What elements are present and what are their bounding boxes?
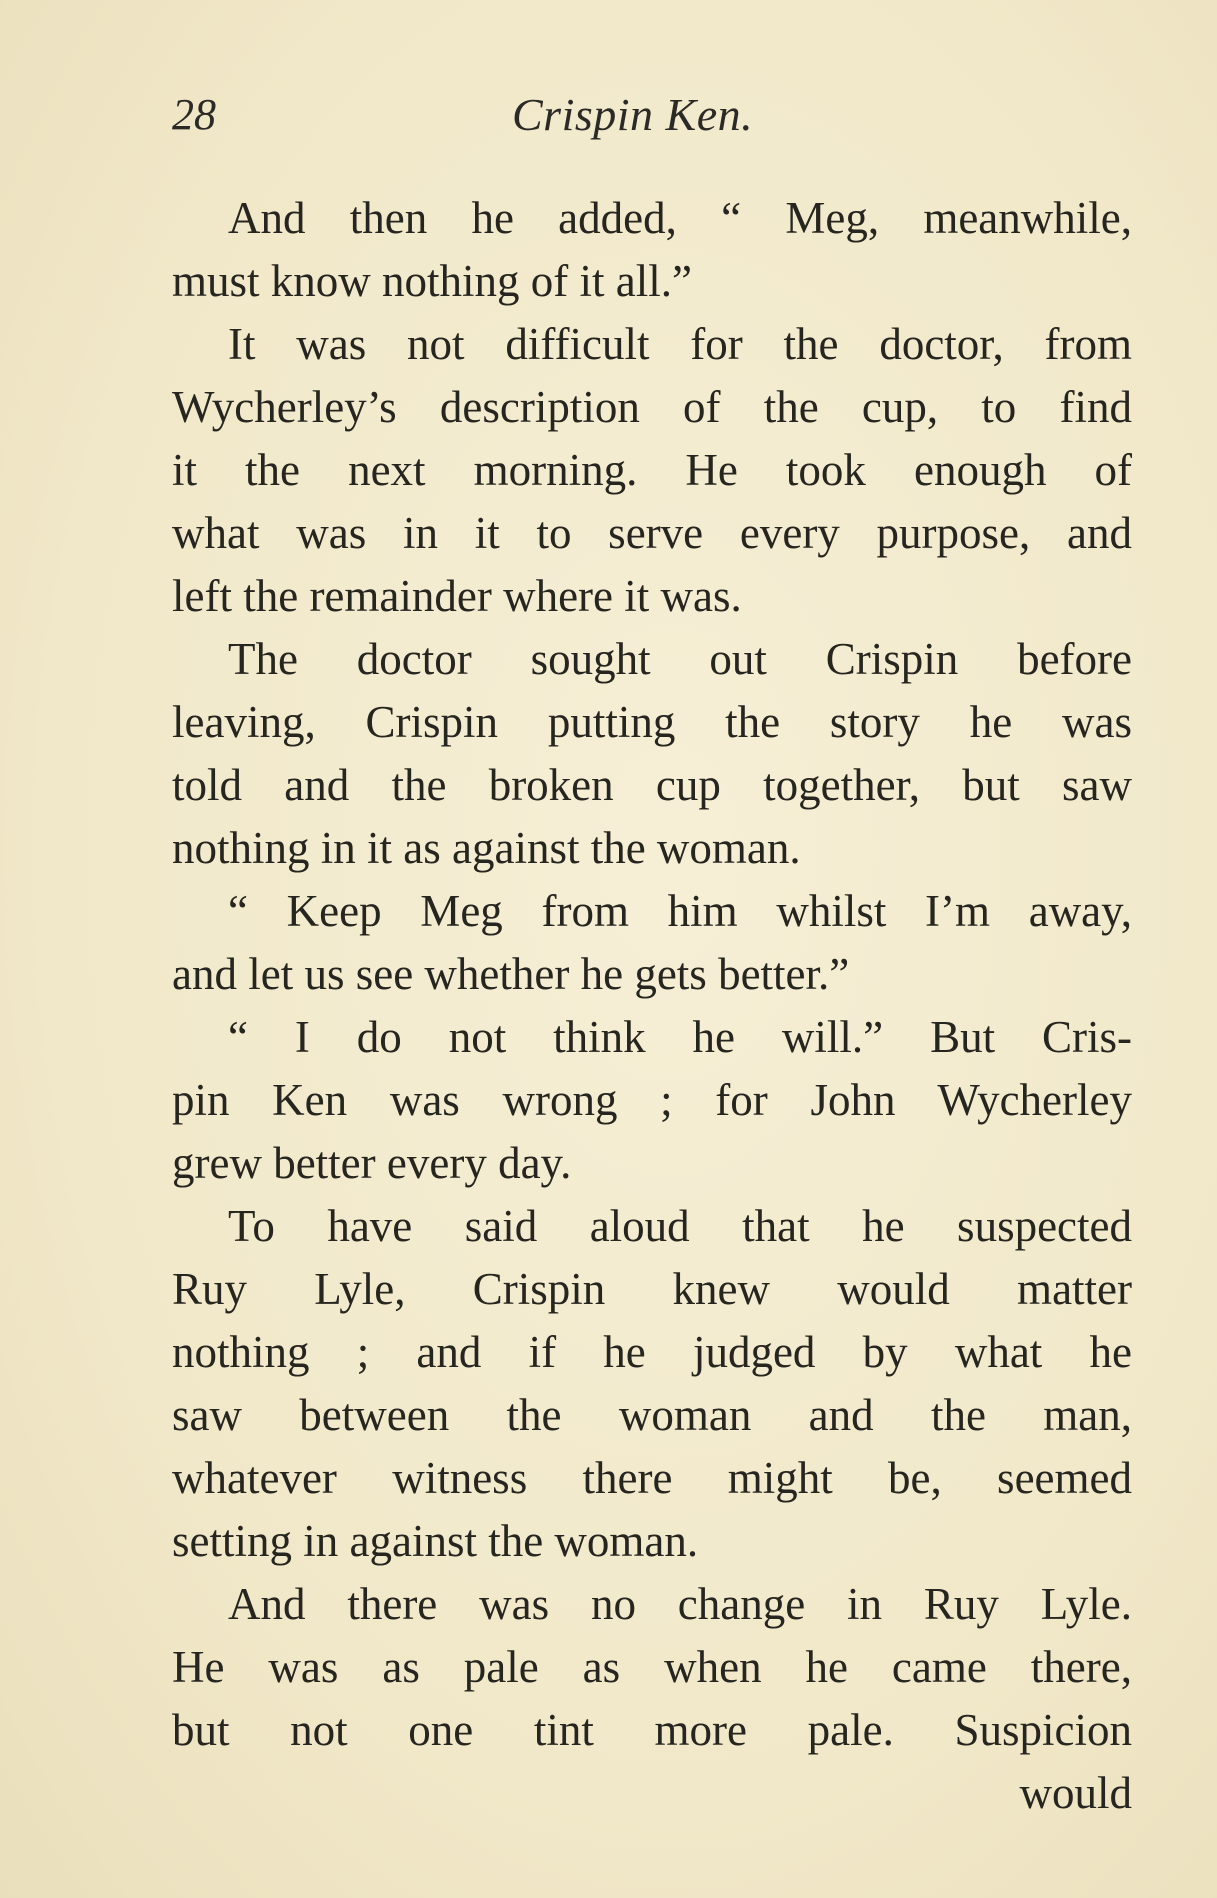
running-title: Crispin Ken.	[512, 89, 754, 140]
text-line: Wycherley’s description of the cup, to find	[172, 382, 1132, 432]
text-line: it the next morning. He took enough of	[172, 445, 1132, 495]
text-line: pin Ken was wrong ; for John Wycherley	[172, 1075, 1132, 1125]
text-line: whatever witness there might be, seemed	[172, 1453, 1132, 1503]
text-line: “ Keep Meg from him whilst I’m away,	[228, 886, 1132, 936]
text-line: told and the broken cup together, but saw	[172, 760, 1132, 810]
text-line: The doctor sought out Crispin before	[228, 634, 1132, 684]
text-line: saw between the woman and the man,	[172, 1390, 1132, 1440]
text-line: grew better every day.	[172, 1138, 572, 1188]
text-line: It was not difficult for the doctor, from	[228, 319, 1132, 369]
text-line: He was as pale as when he came there,	[172, 1642, 1132, 1692]
text-line: Ruy Lyle, Crispin knew would matter	[172, 1264, 1132, 1314]
text-line: and let us see whether he gets better.”	[172, 949, 850, 999]
page-header	[172, 80, 1132, 150]
text-line: And there was no change in Ruy Lyle.	[228, 1579, 1132, 1629]
text-line: And then he added, “ Meg, meanwhile,	[228, 193, 1132, 243]
text-line: what was in it to serve every purpose, and	[172, 508, 1132, 558]
text-line: must know nothing of it all.”	[172, 256, 692, 306]
page-number: 28	[172, 90, 216, 139]
text-line: “ I do not think he will.” But Cris-	[228, 1012, 1132, 1062]
text-line: nothing ; and if he judged by what he	[172, 1327, 1132, 1377]
text-line: but not one tint more pale. Suspicion	[172, 1705, 1132, 1755]
catchword: would	[1019, 1768, 1132, 1818]
body-text	[172, 187, 1132, 1825]
text-line: setting in against the woman.	[172, 1516, 699, 1566]
text-line: left the remainder where it was.	[172, 571, 742, 621]
text-line: To have said aloud that he suspected	[228, 1201, 1132, 1251]
text-line: leaving, Crispin putting the story he was	[172, 697, 1132, 747]
text-line: nothing in it as against the woman.	[172, 823, 801, 873]
